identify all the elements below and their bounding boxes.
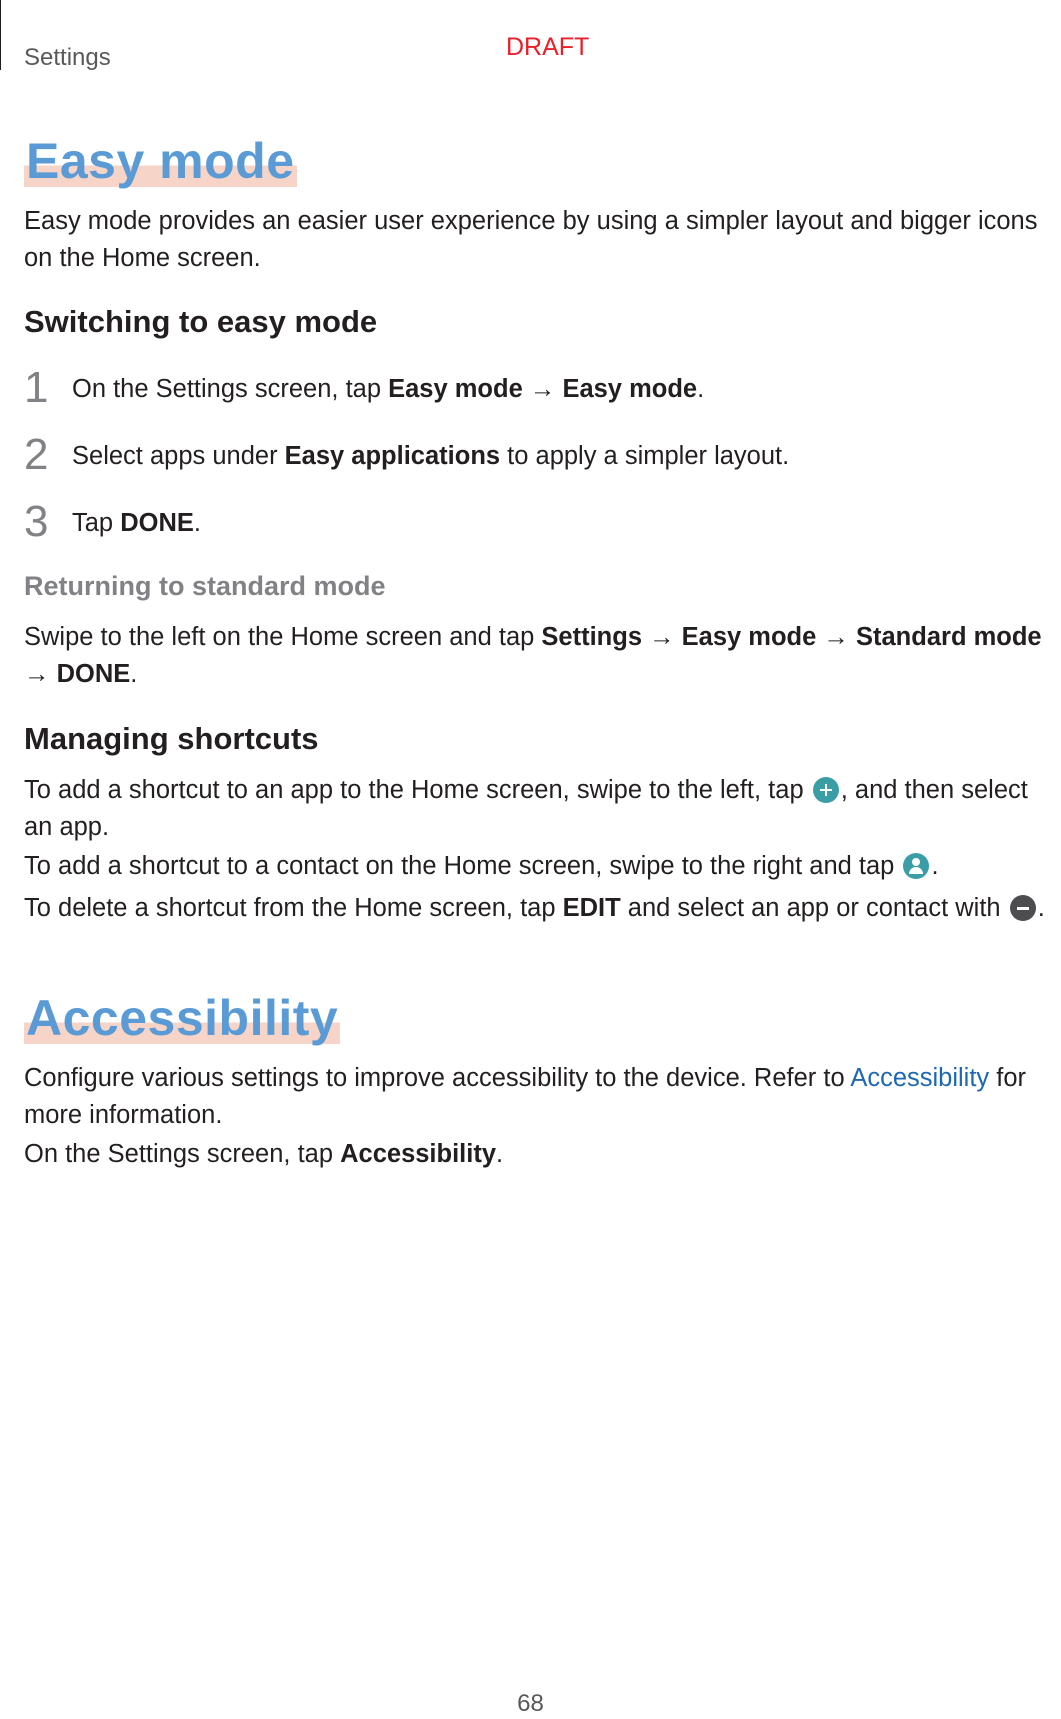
returning-heading: Returning to standard mode <box>24 571 386 601</box>
managing-text-delete: To delete a shortcut from the Home screen, tap EDIT and select an app or contact with . <box>24 894 1045 922</box>
remove-circle-icon <box>1010 895 1036 921</box>
contact-add-icon <box>903 853 929 879</box>
managing-text-contact: To add a shortcut to a contact on the Home screen, swipe to the right and tap . <box>24 852 939 880</box>
returning-text: Swipe to the left on the Home screen and tap Settings → Easy mode → Standard mode → DONE. <box>24 623 1042 688</box>
step-2 <box>24 430 1054 479</box>
crop-mark <box>0 0 1 70</box>
accessibility-title: Accessibility <box>26 990 339 1046</box>
managing-text-app: To add a shortcut to an app to the Home screen, swipe to the left, tap , and then select an app. <box>24 776 1028 841</box>
step-text: On the Settings screen, tap Easy mode → Easy mode. <box>72 375 705 403</box>
accessibility-link[interactable]: Accessibility <box>850 1064 990 1092</box>
step-text: Select apps under Easy applications to apply a simpler layout. <box>72 442 790 470</box>
step-text: Tap DONE. <box>72 509 201 537</box>
switching-heading: Switching to easy mode <box>24 304 378 339</box>
running-header: Settings <box>24 44 111 71</box>
accessibility-intro: Configure various settings to improve accessibility to the device. Refer to Accessibility for more information. <box>24 1064 1027 1129</box>
draft-watermark: DRAFT <box>506 33 590 61</box>
step-number: 3 <box>24 497 49 546</box>
step-1 <box>24 363 1054 412</box>
add-circle-icon <box>813 777 839 803</box>
page-number: 68 <box>517 1690 544 1717</box>
managing-heading: Managing shortcuts <box>24 721 319 756</box>
accessibility-instruction: On the Settings screen, tap Accessibility. <box>24 1140 504 1168</box>
step-3 <box>24 497 1054 546</box>
easy-mode-title: Easy mode <box>26 133 295 189</box>
easy-mode-intro: Easy mode provides an easier user experience by using a simpler layout and bigger icons on the Home screen. <box>24 207 1038 272</box>
step-number: 2 <box>24 430 49 479</box>
step-number: 1 <box>24 363 49 412</box>
